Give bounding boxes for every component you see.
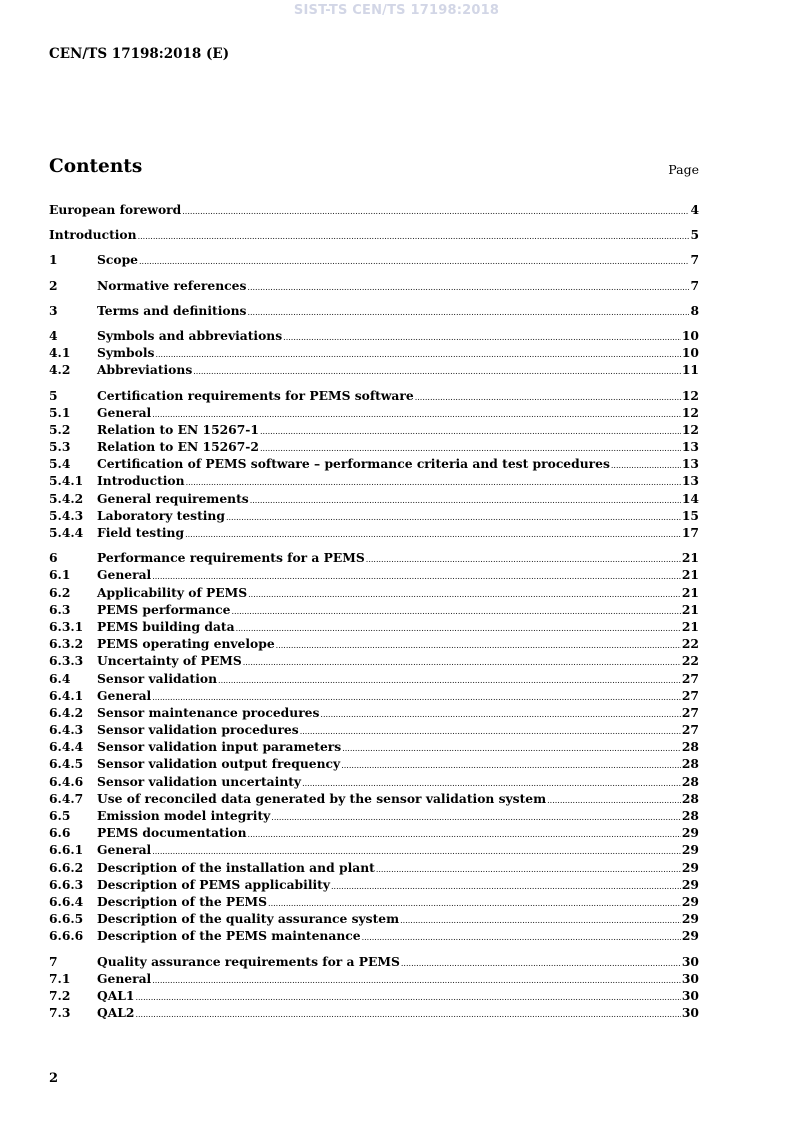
- toc-entry[interactable]: [49, 824, 699, 841]
- toc-entry[interactable]: [49, 584, 699, 601]
- toc-entry-page: 10: [681, 327, 699, 343]
- toc-entry-page: 12: [681, 421, 699, 437]
- toc-entry-page: 13: [681, 439, 699, 455]
- contents-title: Contents: [49, 156, 143, 177]
- toc-entry-page: 21: [681, 584, 699, 600]
- table-of-contents: [49, 201, 699, 1021]
- toc-entry-title[interactable]: European foreword: [49, 202, 182, 217]
- toc-entry-number: 6.6.5: [49, 911, 84, 927]
- toc-entry-title[interactable]: Field testing: [97, 525, 185, 540]
- toc-entry-number: 6.6.3: [49, 876, 84, 892]
- toc-entry-page: 29: [681, 928, 699, 944]
- toc-entry-title[interactable]: Sensor validation output frequency: [97, 756, 341, 772]
- toc-entry[interactable]: [49, 472, 699, 489]
- toc-entry-number: 6.4.3: [49, 722, 84, 738]
- toc-entry-title[interactable]: General: [97, 404, 152, 420]
- toc-entry[interactable]: [49, 841, 699, 858]
- toc-entry-number: 5: [49, 387, 58, 403]
- toc-entry-number: 2: [49, 277, 58, 293]
- toc-entry-number: 6.4.1: [49, 687, 84, 703]
- toc-entry[interactable]: [49, 524, 699, 541]
- toc-entry-number: 1: [49, 252, 58, 268]
- toc-entry-number: 6.2: [49, 584, 71, 600]
- toc-entry-page: 22: [681, 636, 699, 652]
- toc-entry-page: 28: [681, 739, 699, 755]
- toc-entry-title[interactable]: Symbols: [97, 345, 155, 361]
- toc-entry-title[interactable]: Introduction: [49, 227, 137, 243]
- toc-entry-page: 29: [681, 842, 699, 858]
- toc-entry-title[interactable]: Description of the PEMS maintenance: [97, 928, 361, 944]
- toc-entry[interactable]: [49, 201, 699, 218]
- toc-entry[interactable]: [49, 970, 699, 987]
- toc-entry-title[interactable]: General: [97, 567, 152, 583]
- toc-entry[interactable]: [49, 738, 699, 755]
- toc-entry-number: 4.2: [49, 362, 71, 378]
- toc-entry-page: 22: [681, 653, 699, 669]
- toc-entry-page: 28: [681, 773, 699, 789]
- toc-entry-page: 11: [681, 362, 699, 378]
- toc-entry-number: 4: [49, 327, 58, 343]
- toc-entry-number: 5.4.2: [49, 490, 84, 506]
- toc-entry-title[interactable]: Relation to EN 15267-2: [97, 439, 259, 455]
- toc-entry-number: 7: [49, 953, 58, 969]
- toc-entry-page: 21: [681, 601, 699, 617]
- toc-entry-page: 28: [681, 808, 699, 823]
- toc-entry-title[interactable]: Terms and definitions: [97, 302, 247, 318]
- toc-entry[interactable]: [49, 421, 699, 438]
- toc-entry[interactable]: [49, 876, 699, 893]
- toc-entry-number: 5.4: [49, 456, 71, 472]
- toc-entry[interactable]: [49, 438, 699, 455]
- toc-entry[interactable]: [49, 226, 699, 243]
- toc-entry[interactable]: [49, 773, 699, 790]
- toc-entry-page: 15: [681, 507, 699, 523]
- toc-entry-number: 5.2: [49, 421, 71, 437]
- toc-entry[interactable]: [49, 387, 699, 404]
- toc-entry-title[interactable]: PEMS building data: [97, 618, 235, 634]
- toc-entry-title[interactable]: Description of the installation and plant: [97, 859, 375, 875]
- toc-entry-title[interactable]: General: [97, 687, 152, 703]
- toc-dot-leader: [247, 302, 689, 321]
- toc-entry-number: 5.4.3: [49, 507, 84, 523]
- toc-entry[interactable]: [49, 455, 699, 472]
- toc-entry-title[interactable]: Sensor validation procedures: [97, 722, 299, 738]
- toc-entry-title[interactable]: Sensor validation uncertainty: [97, 773, 302, 789]
- watermark: SIST-TS CEN/TS 17198:2018: [293, 3, 500, 18]
- toc-entry-page: 27: [681, 687, 699, 703]
- toc-entry-page: 28: [681, 756, 699, 772]
- toc-dot-leader: [139, 251, 689, 270]
- toc-entry-page: 30: [681, 953, 699, 969]
- toc-entry-number: 5.3: [49, 439, 71, 455]
- toc-entry-number: 6.6: [49, 825, 71, 841]
- toc-entry-page: 27: [681, 670, 699, 686]
- toc-entry-title[interactable]: Uncertainty of PEMS: [97, 653, 242, 669]
- toc-entry-title[interactable]: Sensor validation input parameters: [97, 739, 342, 755]
- toc-entry-page: 7: [690, 277, 699, 293]
- toc-entry-number: 6.4.5: [49, 756, 84, 772]
- toc-entry-page: 29: [681, 876, 699, 892]
- toc-entry-number: 6.4.2: [49, 704, 84, 720]
- toc-entry-page: 13: [681, 456, 699, 472]
- toc-entry[interactable]: [49, 987, 699, 1004]
- toc-dot-leader: [362, 927, 681, 946]
- toc-entry-page: 21: [681, 618, 699, 634]
- toc-entry-number: 6.6.6: [49, 928, 84, 944]
- toc-entry-title[interactable]: Performance requirements for a PEMS: [97, 550, 365, 566]
- toc-entry-page: 30: [681, 1005, 699, 1021]
- toc-entry-page: 29: [681, 893, 699, 909]
- toc-dot-leader: [185, 524, 681, 543]
- toc-entry[interactable]: [49, 251, 699, 268]
- toc-entry[interactable]: [49, 927, 699, 944]
- toc-entry[interactable]: [49, 704, 699, 721]
- toc-entry-title[interactable]: General: [97, 842, 152, 858]
- toc-entry[interactable]: [49, 302, 699, 319]
- toc-entry[interactable]: [49, 670, 699, 687]
- toc-entry-page: 21: [681, 550, 699, 566]
- toc-entry[interactable]: [49, 344, 699, 361]
- toc-entry-number: 6.4.7: [49, 790, 84, 806]
- toc-entry[interactable]: [49, 635, 699, 652]
- toc-entry-number: 7.3: [49, 1005, 71, 1021]
- toc-entry-number: 6.1: [49, 567, 71, 583]
- toc-entry[interactable]: [49, 549, 699, 566]
- toc-entry-title[interactable]: Quality assurance requirements for a PEMS: [97, 953, 400, 969]
- toc-entry-page: 30: [681, 970, 699, 986]
- toc-entry[interactable]: [49, 507, 699, 524]
- toc-entry-page: 29: [681, 859, 699, 875]
- toc-entry-title[interactable]: QAL2: [97, 1005, 135, 1021]
- contents-header: [49, 156, 699, 182]
- toc-entry[interactable]: [49, 687, 699, 704]
- toc-entry-page: 28: [681, 790, 699, 806]
- toc-entry-page: 10: [681, 345, 699, 361]
- toc-entry-title[interactable]: PEMS documentation: [97, 825, 247, 841]
- toc-entry[interactable]: [49, 807, 699, 824]
- toc-entry-page: 14: [681, 490, 699, 506]
- toc-entry-page: 17: [681, 525, 699, 540]
- toc-entry-page: 30: [681, 987, 699, 1003]
- toc-entry[interactable]: [49, 404, 699, 421]
- page-column-label: Page: [668, 162, 699, 177]
- toc-entry[interactable]: [49, 361, 699, 378]
- toc-entry-title[interactable]: Description of PEMS applicability: [97, 876, 330, 892]
- toc-entry-number: 4.1: [49, 345, 71, 361]
- toc-entry-page: 7: [690, 252, 699, 268]
- toc-entry-number: 6.4.4: [49, 739, 84, 755]
- toc-entry-title[interactable]: General: [97, 970, 152, 986]
- toc-entry-title[interactable]: Use of reconciled data generated by the sensor validation system: [97, 790, 547, 806]
- toc-entry-title[interactable]: Scope: [97, 252, 138, 268]
- toc-entry-number: 6.4: [49, 670, 71, 686]
- toc-entry-title[interactable]: QAL1: [97, 987, 135, 1003]
- toc-entry-number: 6.3.1: [49, 618, 84, 634]
- toc-entry[interactable]: [49, 859, 699, 876]
- toc-entry[interactable]: [49, 893, 699, 910]
- toc-entry-page: 5: [690, 227, 699, 243]
- toc-entry-page: 12: [681, 404, 699, 420]
- toc-entry-title[interactable]: Applicability of PEMS: [97, 584, 248, 600]
- toc-entry-number: 6.6.2: [49, 859, 84, 875]
- toc-entry-title[interactable]: Emission model integrity: [97, 808, 271, 823]
- toc-entry-number: 5.4.4: [49, 525, 84, 540]
- toc-dot-leader: [193, 361, 681, 380]
- toc-entry[interactable]: [49, 721, 699, 738]
- toc-entry-page: 29: [681, 911, 699, 927]
- toc-entry-page: 21: [681, 567, 699, 583]
- toc-entry[interactable]: [49, 618, 699, 635]
- toc-entry[interactable]: [49, 790, 699, 807]
- toc-entry-title[interactable]: Symbols and abbreviations: [97, 327, 283, 343]
- toc-entry-title[interactable]: PEMS operating envelope: [97, 636, 275, 652]
- toc-entry-title[interactable]: Certification requirements for PEMS software: [97, 387, 414, 403]
- toc-entry-number: 6.6.1: [49, 842, 84, 858]
- toc-entry-title[interactable]: Description of the quality assurance system: [97, 911, 400, 927]
- toc-entry-title[interactable]: Normative references: [97, 277, 247, 293]
- toc-entry-page: 13: [681, 473, 699, 489]
- toc-entry-page: 27: [681, 722, 699, 738]
- toc-entry-number: 7.2: [49, 987, 71, 1003]
- toc-entry-page: 8: [690, 302, 699, 318]
- toc-entry-page: 29: [681, 825, 699, 841]
- toc-entry[interactable]: [49, 327, 699, 344]
- toc-entry-title[interactable]: Laboratory testing: [97, 507, 225, 523]
- toc-entry-title[interactable]: Description of the PEMS: [97, 893, 268, 909]
- toc-entry-title[interactable]: Relation to EN 15267-1: [97, 421, 259, 437]
- toc-entry-title[interactable]: Sensor maintenance procedures: [97, 704, 320, 720]
- toc-entry-title[interactable]: Abbreviations: [97, 362, 193, 378]
- document-identifier: CEN/TS 17198:2018 (E): [49, 46, 230, 62]
- toc-entry-title[interactable]: Certification of PEMS software – performance criteria and test procedures: [97, 456, 610, 472]
- toc-entry[interactable]: [49, 601, 699, 618]
- toc-entry-number: 6.5: [49, 808, 71, 823]
- page-number: 2: [49, 1071, 59, 1086]
- toc-entry-number: 5.4.1: [49, 473, 84, 489]
- toc-entry[interactable]: [49, 277, 699, 294]
- toc-entry-title[interactable]: PEMS performance: [97, 601, 231, 617]
- toc-entry-number: 3: [49, 302, 58, 318]
- toc-entry-number: 6.6.4: [49, 893, 84, 909]
- toc-entry-number: 5.1: [49, 404, 71, 420]
- toc-entry[interactable]: [49, 566, 699, 583]
- toc-entry[interactable]: [49, 755, 699, 772]
- toc-entry-number: 6.4.6: [49, 773, 84, 789]
- toc-dot-leader: [247, 277, 689, 296]
- toc-entry-title[interactable]: Sensor validation: [97, 670, 218, 686]
- toc-entry-title[interactable]: General requirements: [97, 490, 249, 506]
- toc-entry[interactable]: [49, 910, 699, 927]
- toc-dot-leader: [138, 226, 690, 245]
- toc-entry[interactable]: [49, 953, 699, 970]
- toc-dot-leader: [135, 1004, 680, 1023]
- toc-entry-number: 7.1: [49, 970, 71, 986]
- toc-entry-number: 6.3.2: [49, 636, 84, 652]
- toc-entry-number: 6: [49, 550, 58, 566]
- toc-entry-page: 27: [681, 704, 699, 720]
- toc-entry[interactable]: [49, 490, 699, 507]
- toc-dot-leader: [182, 201, 689, 220]
- toc-entry-title[interactable]: Introduction: [97, 473, 185, 489]
- toc-entry-page: 12: [681, 387, 699, 403]
- toc-entry[interactable]: [49, 652, 699, 669]
- toc-entry-number: 6.3: [49, 601, 71, 617]
- toc-entry[interactable]: [49, 1004, 699, 1021]
- toc-entry-page: 4: [690, 202, 699, 217]
- toc-entry-number: 6.3.3: [49, 653, 84, 669]
